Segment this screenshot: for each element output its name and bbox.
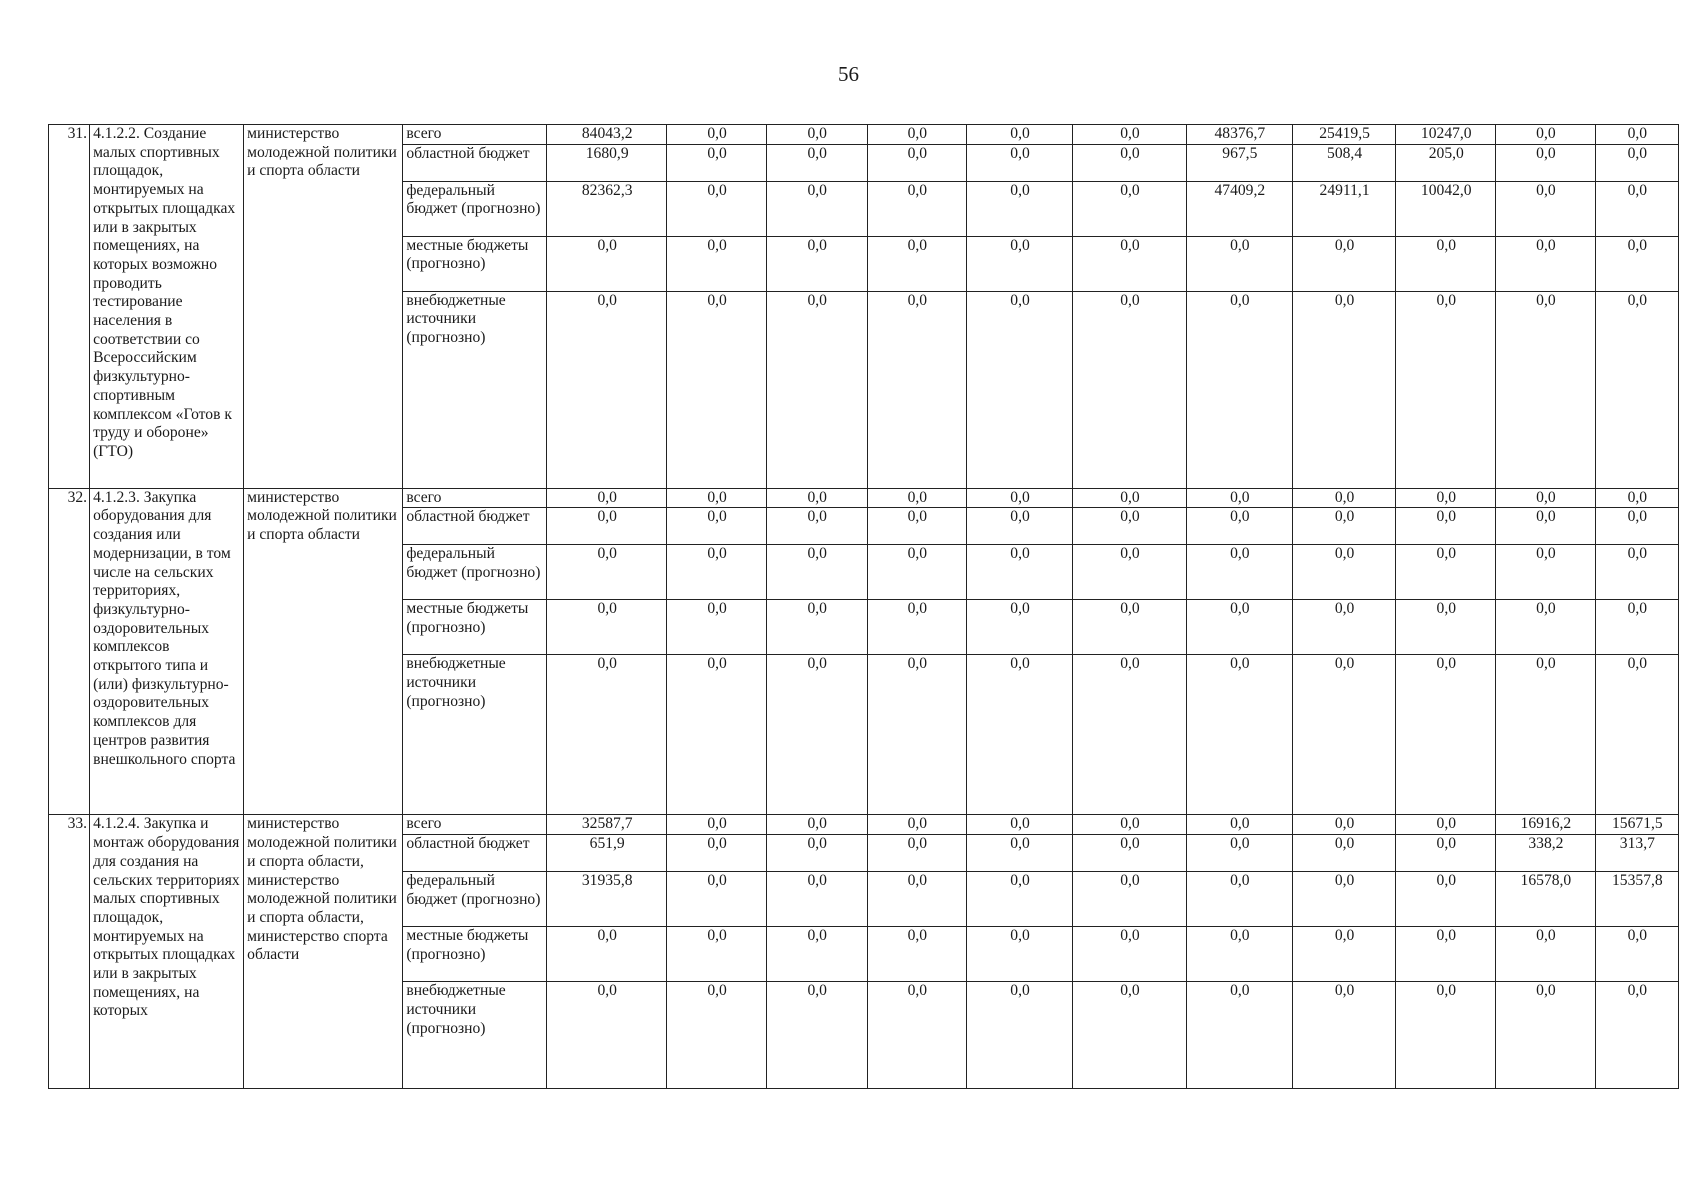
amount-cell: 0,0 <box>1072 600 1186 655</box>
amount-cell: 0,0 <box>867 835 967 872</box>
amount-cell: 0,0 <box>1186 488 1292 508</box>
amount-cell: 0,0 <box>867 181 967 236</box>
amount-cell: 0,0 <box>547 545 667 600</box>
amount-cell: 0,0 <box>1496 927 1596 982</box>
amount-cell: 0,0 <box>1396 600 1496 655</box>
table-row <box>49 125 1679 145</box>
amount-cell: 0,0 <box>547 291 667 488</box>
amount-cell: 0,0 <box>1595 927 1678 982</box>
amount-cell: 0,0 <box>967 600 1073 655</box>
amount-cell: 0,0 <box>667 291 767 488</box>
amount-cell: 0,0 <box>1595 488 1678 508</box>
amount-cell: 0,0 <box>1072 815 1186 835</box>
amount-cell: 0,0 <box>967 125 1073 145</box>
amount-cell: 0,0 <box>1072 545 1186 600</box>
funding-source: областной бюджет <box>403 508 547 545</box>
row-number: 32. <box>49 488 90 815</box>
amount-cell: 0,0 <box>967 982 1073 1089</box>
amount-cell: 0,0 <box>766 815 867 835</box>
amount-cell: 0,0 <box>1186 835 1292 872</box>
amount-cell: 31935,8 <box>547 872 667 927</box>
amount-cell: 0,0 <box>667 835 767 872</box>
amount-cell: 0,0 <box>1496 125 1596 145</box>
funding-source: областной бюджет <box>403 835 547 872</box>
amount-cell: 0,0 <box>867 488 967 508</box>
amount-cell: 508,4 <box>1292 144 1396 181</box>
amount-cell: 0,0 <box>766 982 867 1089</box>
amount-cell: 205,0 <box>1396 144 1496 181</box>
amount-cell: 25419,5 <box>1292 125 1396 145</box>
amount-cell: 0,0 <box>867 236 967 291</box>
amount-cell: 0,0 <box>1396 508 1496 545</box>
amount-cell: 0,0 <box>1396 236 1496 291</box>
amount-cell: 0,0 <box>1595 655 1678 815</box>
table-row <box>49 488 1679 508</box>
amount-cell: 0,0 <box>867 927 967 982</box>
amount-cell: 0,0 <box>1186 982 1292 1089</box>
funding-source: внебюджетные источники (прогнозно) <box>403 655 547 815</box>
amount-cell: 0,0 <box>766 144 867 181</box>
amount-cell: 0,0 <box>1595 600 1678 655</box>
funding-source: федеральный бюджет (прогнозно) <box>403 872 547 927</box>
amount-cell: 0,0 <box>1496 655 1596 815</box>
amount-cell: 0,0 <box>1292 545 1396 600</box>
amount-cell: 15671,5 <box>1595 815 1678 835</box>
amount-cell: 0,0 <box>867 600 967 655</box>
amount-cell: 0,0 <box>1186 927 1292 982</box>
amount-cell: 0,0 <box>1292 835 1396 872</box>
amount-cell: 0,0 <box>1292 488 1396 508</box>
funding-source: всего <box>403 125 547 145</box>
amount-cell: 0,0 <box>867 545 967 600</box>
amount-cell: 0,0 <box>1396 872 1496 927</box>
amount-cell: 82362,3 <box>547 181 667 236</box>
amount-cell: 967,5 <box>1186 144 1292 181</box>
amount-cell: 0,0 <box>1292 872 1396 927</box>
amount-cell: 0,0 <box>1072 125 1186 145</box>
table-row <box>49 815 1679 835</box>
amount-cell: 0,0 <box>547 488 667 508</box>
funding-source: федеральный бюджет (прогнозно) <box>403 181 547 236</box>
funding-source: областной бюджет <box>403 144 547 181</box>
amount-cell: 0,0 <box>1072 291 1186 488</box>
amount-cell: 0,0 <box>1396 927 1496 982</box>
amount-cell: 0,0 <box>1496 600 1596 655</box>
amount-cell: 0,0 <box>967 927 1073 982</box>
amount-cell: 0,0 <box>1396 655 1496 815</box>
amount-cell: 0,0 <box>1396 982 1496 1089</box>
amount-cell: 10042,0 <box>1396 181 1496 236</box>
amount-cell: 0,0 <box>867 508 967 545</box>
amount-cell: 0,0 <box>1292 508 1396 545</box>
amount-cell: 0,0 <box>766 835 867 872</box>
amount-cell: 0,0 <box>1396 545 1496 600</box>
amount-cell: 0,0 <box>766 508 867 545</box>
amount-cell: 0,0 <box>1072 655 1186 815</box>
amount-cell: 0,0 <box>1186 545 1292 600</box>
amount-cell: 0,0 <box>1186 600 1292 655</box>
amount-cell: 0,0 <box>867 815 967 835</box>
amount-cell: 0,0 <box>1072 236 1186 291</box>
amount-cell: 0,0 <box>1595 545 1678 600</box>
amount-cell: 0,0 <box>667 600 767 655</box>
amount-cell: 0,0 <box>867 291 967 488</box>
amount-cell: 0,0 <box>967 835 1073 872</box>
amount-cell: 0,0 <box>867 144 967 181</box>
amount-cell: 0,0 <box>766 655 867 815</box>
amount-cell: 16916,2 <box>1496 815 1596 835</box>
row-number: 33. <box>49 815 90 1089</box>
amount-cell: 0,0 <box>1496 181 1596 236</box>
funding-source: местные бюджеты (прогнозно) <box>403 927 547 982</box>
amount-cell: 0,0 <box>766 488 867 508</box>
amount-cell: 0,0 <box>1292 655 1396 815</box>
amount-cell: 0,0 <box>1186 508 1292 545</box>
amount-cell: 0,0 <box>766 600 867 655</box>
executor: министерство молодежной политики и спорта области, министерство молодежной политики и спорта области, министерство спорта области <box>244 815 403 1089</box>
amount-cell: 0,0 <box>1595 181 1678 236</box>
funding-source: всего <box>403 815 547 835</box>
amount-cell: 0,0 <box>1595 144 1678 181</box>
amount-cell: 0,0 <box>1072 982 1186 1089</box>
amount-cell: 0,0 <box>667 982 767 1089</box>
amount-cell: 0,0 <box>1072 872 1186 927</box>
amount-cell: 338,2 <box>1496 835 1596 872</box>
executor: министерство молодежной политики и спорта области <box>244 488 403 815</box>
amount-cell: 0,0 <box>766 236 867 291</box>
amount-cell: 32587,7 <box>547 815 667 835</box>
amount-cell: 0,0 <box>1496 291 1596 488</box>
amount-cell: 0,0 <box>967 872 1073 927</box>
amount-cell: 0,0 <box>667 927 767 982</box>
amount-cell: 0,0 <box>1186 655 1292 815</box>
amount-cell: 0,0 <box>1595 291 1678 488</box>
amount-cell: 0,0 <box>1292 236 1396 291</box>
activity-name: 4.1.2.4. Закупка и монтаж оборудования для создания на сельских территориях малых спортивных площадок, монтируемых на открытых площадках или в закрытых помещениях, на которых <box>90 815 244 1089</box>
amount-cell: 0,0 <box>547 236 667 291</box>
executor: министерство молодежной политики и спорта области <box>244 125 403 489</box>
amount-cell: 0,0 <box>667 125 767 145</box>
activity-name: 4.1.2.2. Создание малых спортивных площадок, монтируемых на открытых площадках или в закрытых помещениях, на которых возможно проводить тестирование населения в соответствии со Всероссийским физкультурно-спортивным комплексом «Готов к труду и обороне» (ГТО) <box>90 125 244 489</box>
amount-cell: 0,0 <box>547 927 667 982</box>
amount-cell: 0,0 <box>547 600 667 655</box>
amount-cell: 0,0 <box>867 982 967 1089</box>
activity-name: 4.1.2.3. Закупка оборудования для создания или модернизации, в том числе на сельских территориях, физкультурно-оздоровительных комплексов открытого типа и (или) физкультурно-оздоровительных комплексов для центров развития внешкольного спорта <box>90 488 244 815</box>
amount-cell: 48376,7 <box>1186 125 1292 145</box>
amount-cell: 0,0 <box>867 655 967 815</box>
amount-cell: 0,0 <box>667 508 767 545</box>
amount-cell: 0,0 <box>1072 144 1186 181</box>
amount-cell: 84043,2 <box>547 125 667 145</box>
amount-cell: 0,0 <box>1396 835 1496 872</box>
amount-cell: 0,0 <box>766 291 867 488</box>
amount-cell: 0,0 <box>667 655 767 815</box>
amount-cell: 0,0 <box>1496 144 1596 181</box>
amount-cell: 0,0 <box>1072 508 1186 545</box>
funding-source: местные бюджеты (прогнозно) <box>403 600 547 655</box>
amount-cell: 0,0 <box>1396 488 1496 508</box>
amount-cell: 0,0 <box>1072 927 1186 982</box>
amount-cell: 0,0 <box>967 545 1073 600</box>
amount-cell: 0,0 <box>667 815 767 835</box>
amount-cell: 0,0 <box>967 508 1073 545</box>
amount-cell: 0,0 <box>1595 508 1678 545</box>
amount-cell: 10247,0 <box>1396 125 1496 145</box>
amount-cell: 15357,8 <box>1595 872 1678 927</box>
amount-cell: 0,0 <box>1292 815 1396 835</box>
amount-cell: 0,0 <box>1292 291 1396 488</box>
amount-cell: 0,0 <box>667 144 767 181</box>
budget-table <box>48 124 1679 1089</box>
amount-cell: 0,0 <box>867 872 967 927</box>
amount-cell: 0,0 <box>667 872 767 927</box>
funding-source: внебюджетные источники (прогнозно) <box>403 291 547 488</box>
amount-cell: 0,0 <box>1595 125 1678 145</box>
amount-cell: 0,0 <box>1292 982 1396 1089</box>
amount-cell: 0,0 <box>1496 545 1596 600</box>
amount-cell: 651,9 <box>547 835 667 872</box>
amount-cell: 0,0 <box>967 291 1073 488</box>
amount-cell: 0,0 <box>867 125 967 145</box>
amount-cell: 0,0 <box>766 181 867 236</box>
amount-cell: 0,0 <box>1072 835 1186 872</box>
amount-cell: 0,0 <box>766 125 867 145</box>
amount-cell: 0,0 <box>967 181 1073 236</box>
amount-cell: 0,0 <box>1595 982 1678 1089</box>
amount-cell: 24911,1 <box>1292 181 1396 236</box>
amount-cell: 0,0 <box>1186 291 1292 488</box>
amount-cell: 0,0 <box>1292 600 1396 655</box>
amount-cell: 0,0 <box>967 655 1073 815</box>
amount-cell: 0,0 <box>1496 508 1596 545</box>
amount-cell: 0,0 <box>1496 488 1596 508</box>
amount-cell: 0,0 <box>766 927 867 982</box>
amount-cell: 0,0 <box>766 872 867 927</box>
amount-cell: 0,0 <box>766 545 867 600</box>
amount-cell: 47409,2 <box>1186 181 1292 236</box>
amount-cell: 0,0 <box>1396 291 1496 488</box>
page-number: 56 <box>838 62 859 86</box>
amount-cell: 0,0 <box>1396 815 1496 835</box>
amount-cell: 0,0 <box>967 144 1073 181</box>
amount-cell: 0,0 <box>1072 181 1186 236</box>
funding-source: всего <box>403 488 547 508</box>
amount-cell: 313,7 <box>1595 835 1678 872</box>
amount-cell: 0,0 <box>547 655 667 815</box>
amount-cell: 1680,9 <box>547 144 667 181</box>
amount-cell: 16578,0 <box>1496 872 1596 927</box>
row-number: 31. <box>49 125 90 489</box>
amount-cell: 0,0 <box>667 181 767 236</box>
amount-cell: 0,0 <box>1186 872 1292 927</box>
amount-cell: 0,0 <box>1072 488 1186 508</box>
amount-cell: 0,0 <box>967 488 1073 508</box>
amount-cell: 0,0 <box>1186 815 1292 835</box>
amount-cell: 0,0 <box>1496 236 1596 291</box>
amount-cell: 0,0 <box>547 508 667 545</box>
amount-cell: 0,0 <box>547 982 667 1089</box>
amount-cell: 0,0 <box>1292 927 1396 982</box>
amount-cell: 0,0 <box>1595 236 1678 291</box>
amount-cell: 0,0 <box>967 236 1073 291</box>
funding-source: внебюджетные источники (прогнозно) <box>403 982 547 1089</box>
amount-cell: 0,0 <box>967 815 1073 835</box>
funding-source: местные бюджеты (прогнозно) <box>403 236 547 291</box>
amount-cell: 0,0 <box>667 545 767 600</box>
funding-source: федеральный бюджет (прогнозно) <box>403 545 547 600</box>
amount-cell: 0,0 <box>1496 982 1596 1089</box>
amount-cell: 0,0 <box>667 488 767 508</box>
amount-cell: 0,0 <box>667 236 767 291</box>
amount-cell: 0,0 <box>1186 236 1292 291</box>
